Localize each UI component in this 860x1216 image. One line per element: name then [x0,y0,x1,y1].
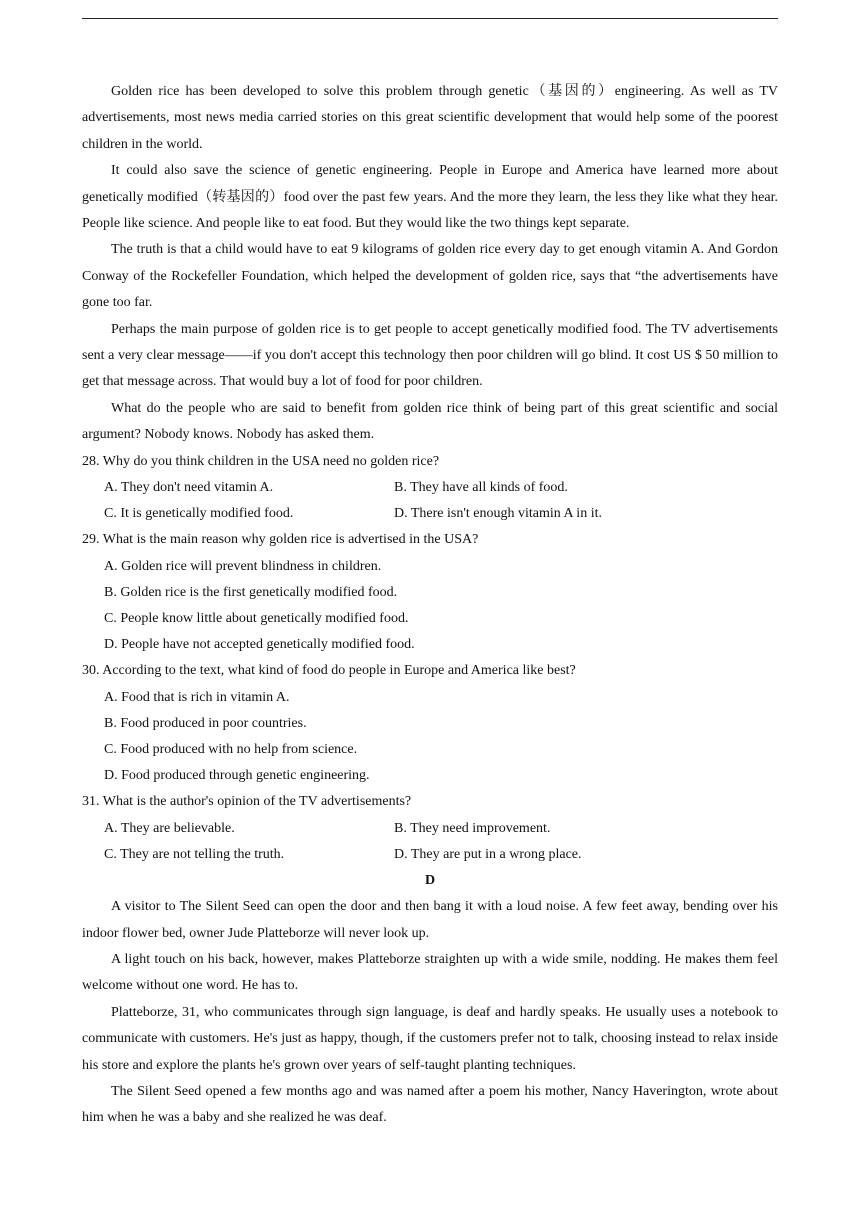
option-b: B. Food produced in poor countries. [104,715,307,731]
option-a: A. Food that is rich in vitamin A. [104,689,290,705]
option-a: A. They don't need vitamin A. [104,479,274,495]
option-c: C. It is genetically modified food. [104,506,294,522]
paragraph: The truth is that a child would have to eat 9 kilograms of golden rice every day to get enough vitamin A. And Gordon Conway of the Rockefeller Foundation, which helped the development of golden rice, says that “the advertisements have gone too far. [82,242,778,311]
question-29-stem: 29. What is the main reason why golden rice is advertised in the USA? [82,532,479,548]
option-b: B. They have all kinds of food. [394,479,568,495]
section-title: D [424,872,436,888]
option-b: B. They need improvement. [394,820,551,836]
paragraph: A light touch on his back, however, makes Platteborze straighten up with a wide smile, nodding. He makes them feel welcome without one word. He has to. [82,951,778,994]
option-d: D. People have not accepted genetically modified food. [104,637,415,653]
option-c: C. They are not telling the truth. [104,846,285,862]
question-31-options-row-2 [82,842,778,868]
option-c: C. People know little about genetically modified food. [104,610,409,626]
question-30-stem: 30. According to the text, what kind of food do people in Europe and America like best? [82,663,576,679]
paragraph: A visitor to The Silent Seed can open the door and then bang it with a loud noise. A few feet away, bending over his indoor flower bed, owner Jude Platteborze will never look up. [82,899,778,941]
option-a: A. Golden rice will prevent blindness in children. [104,558,382,574]
option-a: A. They are believable. [104,820,235,836]
question-28-options-row-2 [82,501,778,527]
option-d: D. Food produced through genetic engineering. [104,768,370,784]
paragraph: It could also save the science of genetic engineering. People in Europe and America have learned more about genetically modified（转基因的）food over the past few years. And the more they learn, the less they like what they hear. People like science. And people like to eat food. But they would like the two things kept separate. [82,163,778,232]
option-c: C. Food produced with no help from science. [104,741,358,757]
header-rule [82,18,778,19]
paragraph: What do the people who are said to benefit from golden rice think of being part of this great scientific and social argument? Nobody knows. Nobody has asked them. [82,400,778,443]
question-28-stem: 28. Why do you think children in the USA need no golden rice? [82,453,440,469]
document-body [82,79,778,1132]
paragraph: The Silent Seed opened a few months ago and was named after a poem his mother, Nancy Haverington, wrote about him when he was a baby and she realized he was deaf. [82,1083,778,1126]
paragraph: Platteborze, 31, who communicates through sign language, is deaf and hardly speaks. He usually uses a notebook to communicate with customers. He's just as happy, though, if the customers prefer not to talk, choosing instead to relax inside his store and explore the plants he's grown over years of self-taught planting techniques. [82,1004,778,1073]
question-28-options-row-1 [82,475,778,501]
paragraph: Perhaps the main purpose of golden rice is to get people to accept genetically modified food. The TV advertisements sent a very clear message——if you don't accept this technology then poor children will go blind. It cost US $ 50 million to get that message across. That would buy a lot of food for poor children. [82,321,778,390]
question-31-options-row-1 [82,816,778,842]
option-d: D. They are put in a wrong place. [394,846,582,862]
option-b: B. Golden rice is the first genetically modified food. [104,584,398,600]
question-31-stem: 31. What is the author's opinion of the TV advertisements? [82,794,412,810]
paragraph: Golden rice has been developed to solve this problem through genetic（基因的）engineering. As well as TV advertisements, most news media carried stories on this great scientific development that would help some of the poorest children in the world. [82,84,778,152]
option-d: D. There isn't enough vitamin A in it. [394,506,602,522]
